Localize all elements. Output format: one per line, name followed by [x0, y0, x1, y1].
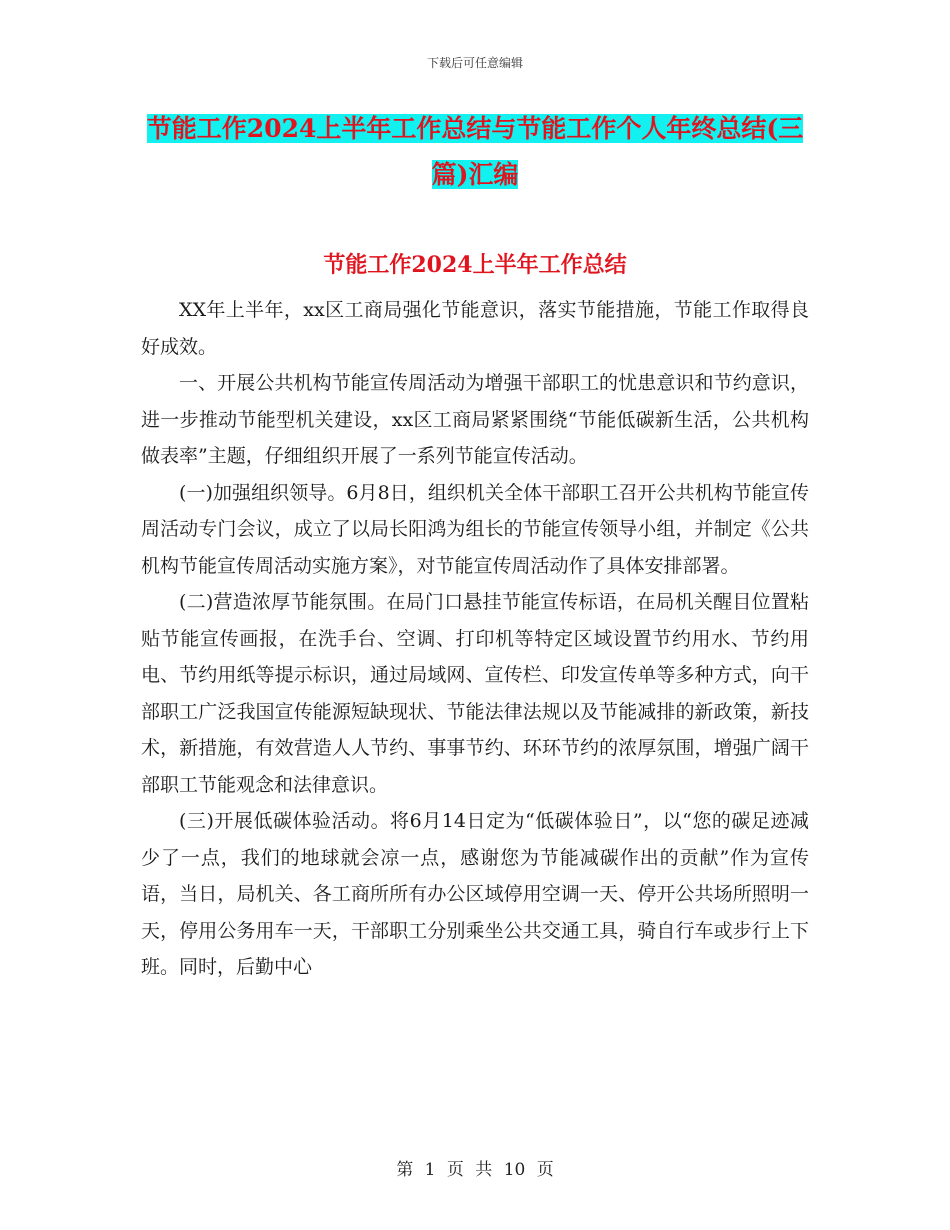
paragraph: (一)加强组织领导。6月8日，组织机关全体干部职工召开公共机构节能宣传周活动专门会议，成立了以局长阳鸿为组长的节能宣传领导小组，并制定《公共机构节能宣传周活动实施方案》，对节能宣传周活动作了具体安排部署。 — [141, 481, 809, 577]
paragraph: (二)营造浓厚节能氛围。在局门口悬挂节能宣传标语，在局机关醒目位置粘贴节能宣传画报，在洗手台、空调、打印机等特定区域设置节约用水、节约用电、节约用纸等提示标识，通过局域网、宣传栏、印发宣传单等多种方式，向干部职工广泛我国宣传能源短缺现状、节能法律法规以及节能减排的新政策，新技术，新措施，有效营造人人节约、事事节约、环环节约的浓厚氛围，增强广阔干部职工节能观念和法律意识。 — [141, 591, 809, 796]
paragraph: 一、开展公共机构节能宣传周活动为增强干部职工的忧患意识和节约意识，进一步推动节能型机关建设，xx区工商局紧紧围绕“节能低碳新生活，公共机构做表率”主题，仔细组织开展了一系列节能宣传活动。 — [141, 372, 809, 467]
paragraph: XX年上半年，xx区工商局强化节能意识，落实节能措施，节能工作取得良好成效。 — [141, 299, 809, 358]
document-title-text: 节能工作2024上半年工作总结与节能工作个人年终总结(三篇)汇编 — [146, 114, 804, 189]
document-title — [140, 106, 810, 198]
document-body — [141, 292, 809, 986]
header-note: 下载后可任意编辑 — [426, 56, 523, 70]
paragraph: (三)开展低碳体验活动。将6月14日定为“低碳体验日”，以“您的碳足迹减少了一点，我们的地球就会凉一点，感谢您为节能减碳作出的贡献”作为宣传语，当日，局机关、各工商所所有办公区域停用空调一天、停开公共场所照明一天，停用公务用车一天，干部职工分别乘坐公共交通工具，骑自行车或步行上下班。同时，后勤中心 — [141, 810, 809, 978]
section-title: 节能工作2024上半年工作总结 — [323, 252, 627, 278]
page-footer: 第 1 页 共 10 页 — [396, 1160, 554, 1180]
